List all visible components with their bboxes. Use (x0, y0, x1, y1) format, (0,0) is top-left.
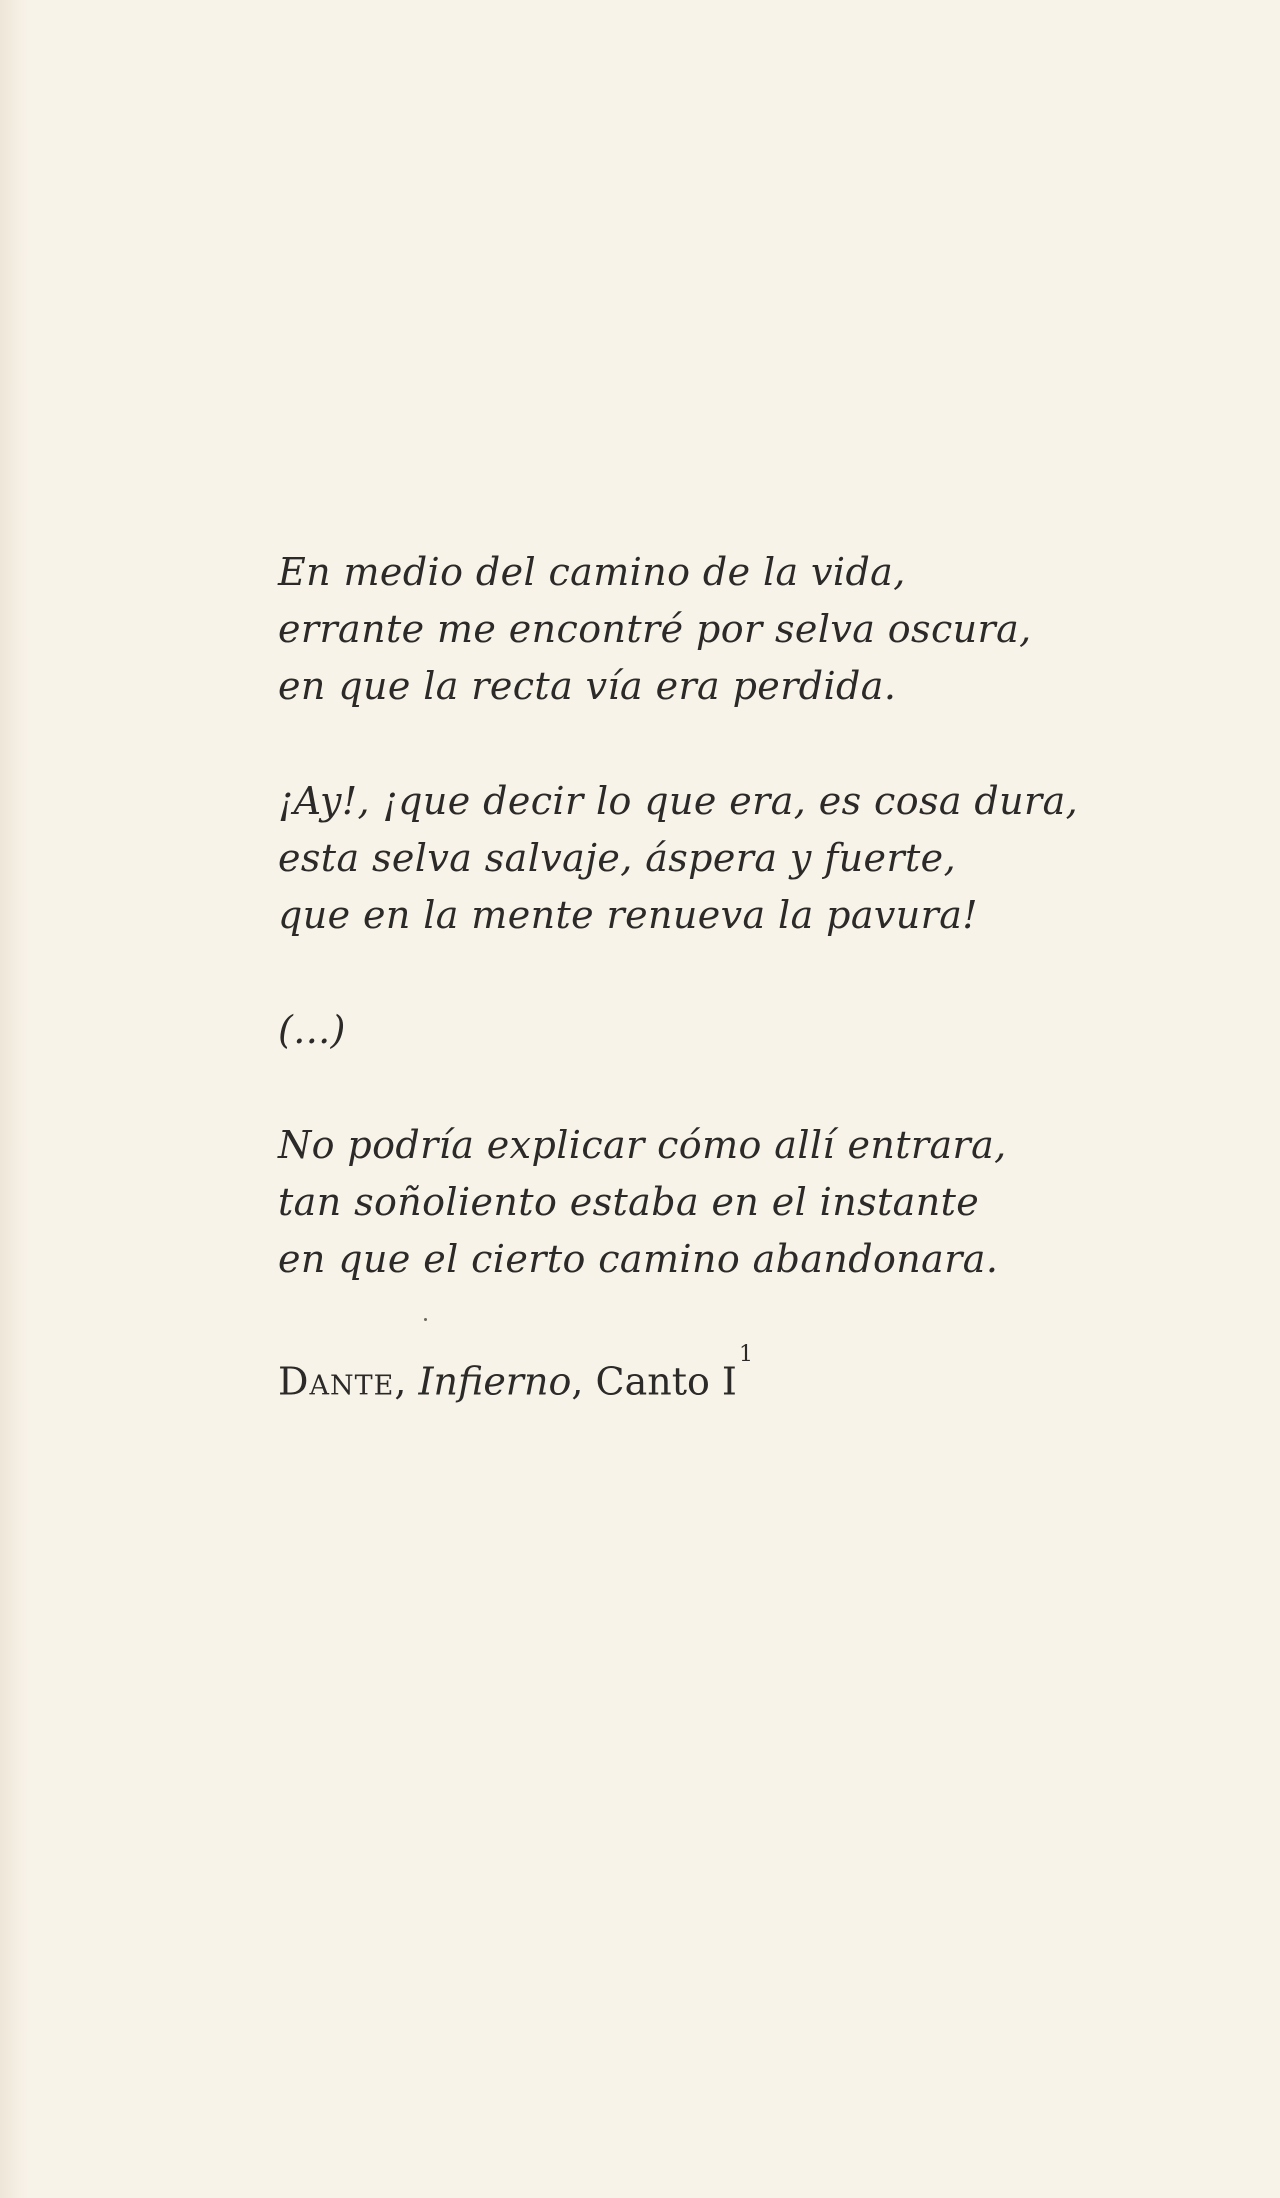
verse-line: No podría explicar cómo allí entrara, (278, 1123, 1007, 1167)
verse-line: que en la mente renueva la pavura! (278, 893, 978, 937)
ellipsis-marker (278, 1002, 1098, 1059)
verse-line: ¡Ay!, ¡que decir lo que era, es cosa dura, (278, 779, 1079, 823)
verse-line: en que el cierto camino abandonara. (278, 1237, 999, 1281)
attribution-separator: , (571, 1359, 596, 1404)
attribution (278, 1342, 1098, 1411)
stanza-2 (278, 773, 1098, 944)
attribution-work-title: Infierno (418, 1359, 572, 1404)
stanza-1 (278, 544, 1098, 715)
verse-line: esta selva salvaje, áspera y fuerte, (278, 836, 957, 880)
verse-line: errante me encontré por selva oscura, (278, 607, 1032, 651)
epigraph (278, 544, 1098, 1411)
footnote-marker: 1 (738, 1342, 753, 1367)
paper-speck (424, 1318, 427, 1321)
stanza-3 (278, 1117, 1098, 1288)
verse-line: (...) (278, 1008, 346, 1052)
verse-line: tan soñoliento estaba en el instante (278, 1180, 980, 1224)
attribution-author: Dante (278, 1359, 395, 1404)
verse-line: En medio del camino de la vida, (278, 550, 906, 594)
verse-line: en que la recta vía era perdida. (278, 664, 897, 708)
attribution-section: Canto I (595, 1359, 737, 1404)
attribution-separator: , (394, 1359, 419, 1404)
